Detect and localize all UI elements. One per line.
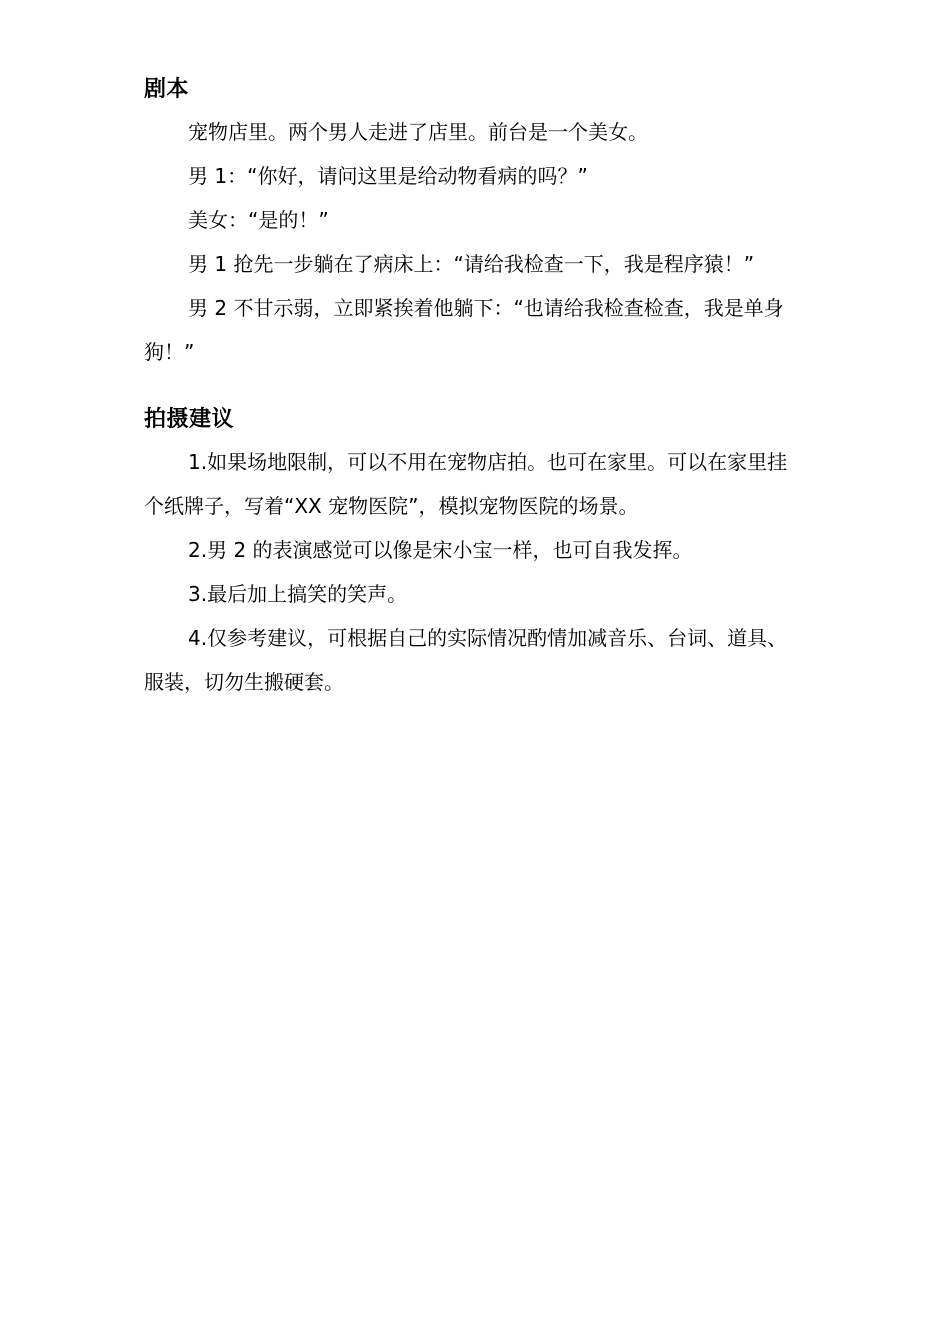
script-paragraph: 男 2 不甘示弱，立即紧挨着他躺下：“也请给我检查检查，我是单身狗！”: [144, 296, 784, 364]
section-spacer: [144, 374, 794, 400]
suggestion-item: 2.男 2 的表演感觉可以像是宋小宝一样，也可自我发挥。: [188, 538, 693, 562]
document-page: [144, 70, 794, 704]
script-heading: 剧本: [144, 77, 190, 102]
suggestion-item: 4.仅参考建议，可根据自己的实际情况酌情加减音乐、台词、道具、服装，切勿生搬硬套。: [144, 626, 788, 694]
script-paragraph: 男 1：“你好，请问这里是给动物看病的吗？”: [188, 164, 588, 188]
script-paragraph: 男 1 抢先一步躺在了病床上：“请给我检查一下，我是程序猿！”: [188, 252, 755, 276]
suggestion-item: 1.如果场地限制，可以不用在宠物店拍。也可在家里。可以在家里挂个纸牌子，写着“XX 宠物医院”，模拟宠物医院的场景。: [144, 450, 788, 518]
script-paragraph: 美女：“是的！”: [188, 208, 329, 232]
script-paragraph: 宠物店里。两个男人走进了店里。前台是一个美女。: [188, 120, 648, 144]
suggestions-heading: 拍摄建议: [144, 407, 235, 432]
suggestion-item: 3.最后加上搞笑的笑声。: [188, 582, 408, 606]
